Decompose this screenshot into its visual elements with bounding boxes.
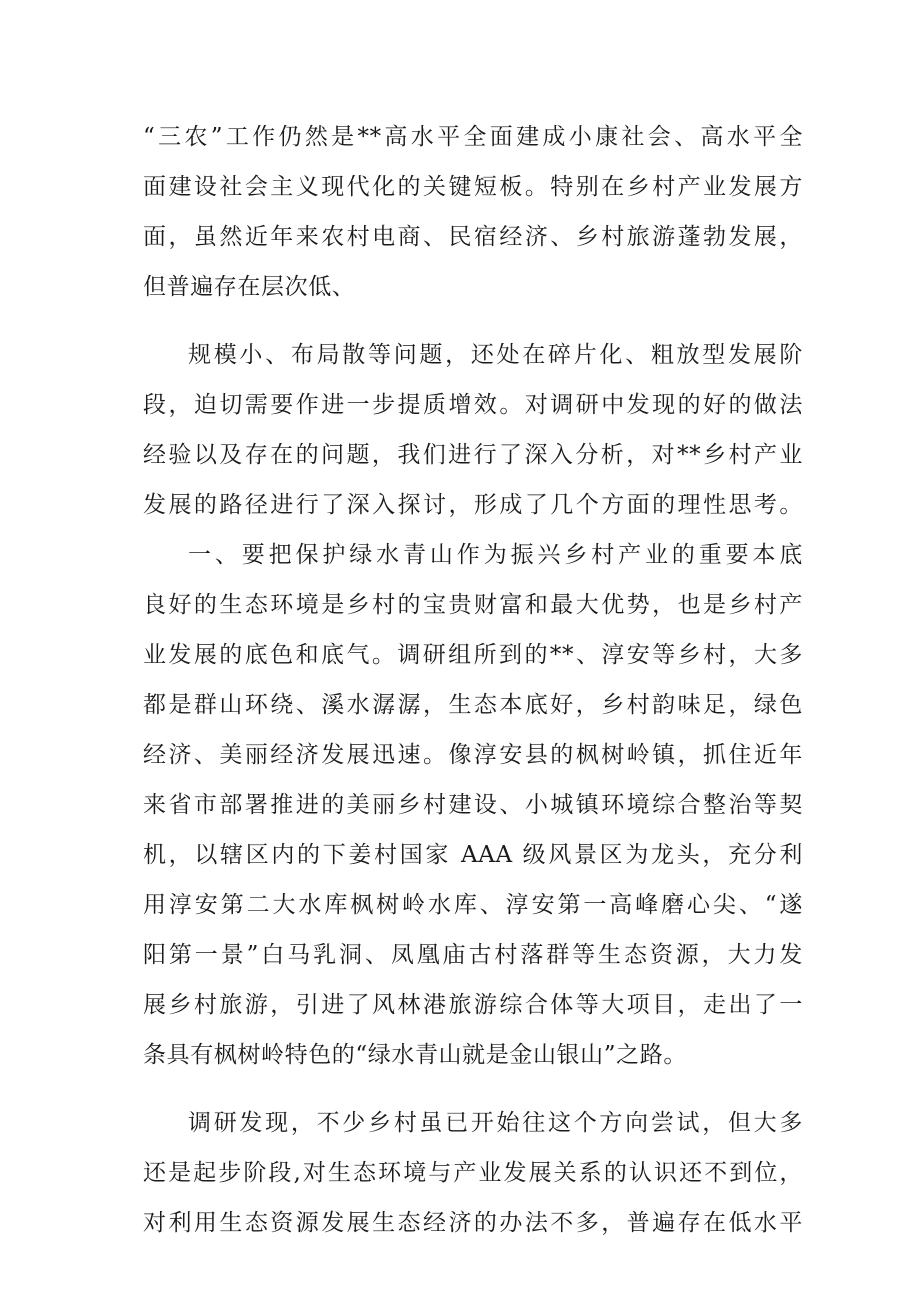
paragraph-line: 条具有枫树岭特色的“绿水青山就是金山银山”之路。 [143, 1042, 687, 1068]
paragraph-line: 还是起步阶段,对生态环境与产业发展关系的认识还不到位， [143, 1160, 803, 1186]
paragraph-3 [143, 530, 803, 1080]
paragraph-line: 面建设社会主义现代化的关键短板。特别在乡村产业发展方 [143, 174, 803, 200]
paragraph-line: 机，以辖区内的下姜村国家 AAA 级风景区为龙头，充分利 [143, 842, 803, 868]
section-heading-line: 一、要把保护绿水青山作为振兴乡村产业的重要本底 [188, 542, 803, 568]
paragraph-line: 规模小、布局散等问题，还处在碎片化、粗放型发展阶 [188, 342, 803, 368]
paragraph-line: 展乡村旅游，引进了风林港旅游综合体等大项目，走出了一 [143, 992, 803, 1018]
paragraph-line: 良好的生态环境是乡村的宝贵财富和最大优势，也是乡村产 [143, 592, 803, 618]
paragraph-line: “三农”工作仍然是**高水平全面建成小康社会、高水平全 [143, 124, 803, 150]
document-body [143, 112, 803, 1248]
paragraph-line: 对利用生态资源发展生态经济的办法不多，普遍存在低水平 [143, 1210, 803, 1236]
paragraph-line: 用淳安第二大水库枫树岭水库、淳安第一高峰磨心尖、“遂 [143, 892, 803, 918]
paragraph-line: 经济、美丽经济发展迅速。像淳安县的枫树岭镇，抓住近年 [143, 742, 803, 768]
paragraph-4 [143, 1098, 803, 1248]
paragraph-gap [143, 312, 803, 330]
paragraph-line: 经验以及存在的问题，我们进行了深入分析，对**乡村产业 [143, 442, 803, 468]
paragraph-line: 但普遍存在层次低、 [143, 274, 356, 300]
paragraph-line: 阳第一景”白马乳洞、凤凰庙古村落群等生态资源，大力发 [143, 942, 803, 968]
paragraph-2 [143, 330, 803, 530]
paragraph-gap [143, 1080, 803, 1098]
paragraph-line: 面，虽然近年来农村电商、民宿经济、乡村旅游蓬勃发展， [143, 224, 803, 250]
paragraph-line: 来省市部署推进的美丽乡村建设、小城镇环境综合整治等契 [143, 792, 803, 818]
paragraph-line: 调研发现，不少乡村虽已开始往这个方向尝试，但大多 [188, 1110, 803, 1136]
paragraph-line: 业发展的底色和底气。调研组所到的**、淳安等乡村，大多 [143, 642, 803, 668]
paragraph-line: 发展的路径进行了深入探讨，形成了几个方面的理性思考。 [143, 492, 803, 518]
paragraph-1 [143, 112, 803, 312]
paragraph-line: 段，迫切需要作进一步提质增效。对调研中发现的好的做法 [143, 392, 803, 418]
paragraph-line: 都是群山环绕、溪水潺潺，生态本底好，乡村韵味足，绿色 [143, 692, 803, 718]
